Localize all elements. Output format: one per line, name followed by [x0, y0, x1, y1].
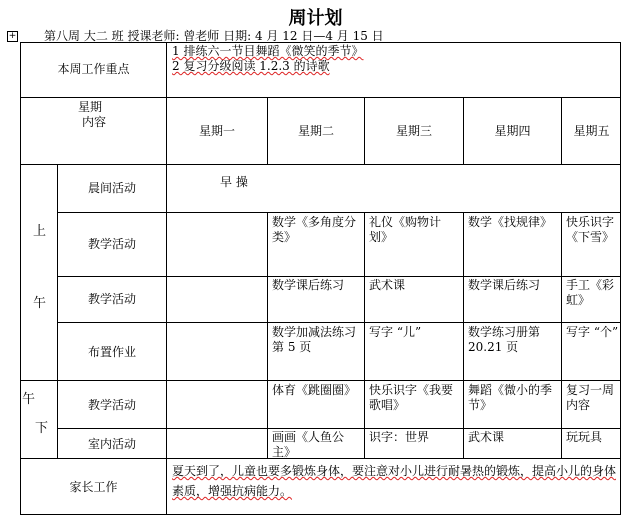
indoor-tue: 画画《人鱼公主》	[272, 430, 345, 459]
focus-item-1: 1 排练六一节目舞蹈《微笑的季节》	[172, 44, 364, 58]
pm-teach-thu: 舞蹈《微小的季节》	[468, 383, 553, 412]
pm-teach-tue: 体育《跳圈圈》	[272, 383, 357, 397]
weekday-tue: 星期二	[297, 124, 334, 138]
indoor-label: 室内活动	[87, 437, 136, 451]
header-corner-content: 内容	[82, 115, 107, 129]
focus-label: 本周工作重点	[57, 62, 130, 76]
morning-label: 晨间活动	[87, 181, 136, 195]
indoor-thu: 武术课	[468, 430, 505, 444]
am-teach1-thu: 数学《找规律》	[468, 215, 553, 229]
am-teach1-tue: 数学《多角度分类》	[272, 215, 357, 244]
weekday-mon: 星期一	[198, 124, 235, 138]
pm-teach-fri: 复习一周内容	[566, 383, 615, 412]
am-teach1-wed: 礼仪《购物计划》	[369, 215, 442, 244]
am-teach-label-2: 教学活动	[87, 292, 136, 306]
weekday-wed: 星期三	[395, 124, 432, 138]
indoor-wed: 识字：世界	[369, 430, 430, 444]
table-move-handle-icon[interactable]: +	[8, 31, 17, 41]
homework-label: 布置作业	[87, 345, 136, 359]
pm-teach-label: 教学活动	[87, 398, 136, 412]
homework-wed: 写字 “儿”	[369, 325, 422, 339]
homework-fri: 写字 “个”	[566, 325, 619, 339]
weekday-fri: 星期五	[573, 124, 610, 138]
indoor-fri: 玩玩具	[566, 430, 603, 444]
week-info-line: 第八周 大二 班 授课老师: 曾老师 日期: 4 月 12 日—4 月 15 日	[44, 29, 384, 43]
parent-work-text: 夏天到了，儿童也要多锻炼身体，要注意对小儿进行耐暑热的锻炼，提高小儿的身体素质，增强抗病能力。	[172, 464, 617, 498]
am-teach2-thu: 数学课后练习	[468, 278, 541, 292]
morning-activity-text: 早 操	[220, 175, 248, 189]
am-label-top: 上	[33, 224, 47, 239]
am-teach1-fri: 快乐识字《下雪》	[566, 215, 615, 244]
header-corner-weekday: 星期	[78, 100, 103, 114]
am-teach2-wed: 武术课	[369, 278, 406, 292]
page-title: 周计划	[288, 8, 343, 29]
am-teach2-fri: 手工《彩虹》	[566, 278, 615, 307]
am-teach2-tue: 数学课后练习	[272, 278, 345, 292]
parent-work-label: 家长工作	[69, 480, 118, 494]
focus-item-2: 2 复习分级阅读 1.2.3 的诗歌	[172, 59, 330, 73]
pm-label-bottom: 下	[35, 421, 49, 436]
pm-teach-wed: 快乐识字《我要歌唱》	[369, 383, 454, 412]
pm-label-top: 午	[22, 392, 36, 407]
homework-thu: 数学练习册第 20.21 页	[468, 325, 541, 354]
am-label-bottom: 午	[33, 296, 47, 311]
weekday-thu: 星期四	[494, 124, 531, 138]
homework-tue: 数学加减法练习第 5 页	[272, 325, 357, 354]
am-teach-label-1: 教学活动	[87, 237, 136, 251]
